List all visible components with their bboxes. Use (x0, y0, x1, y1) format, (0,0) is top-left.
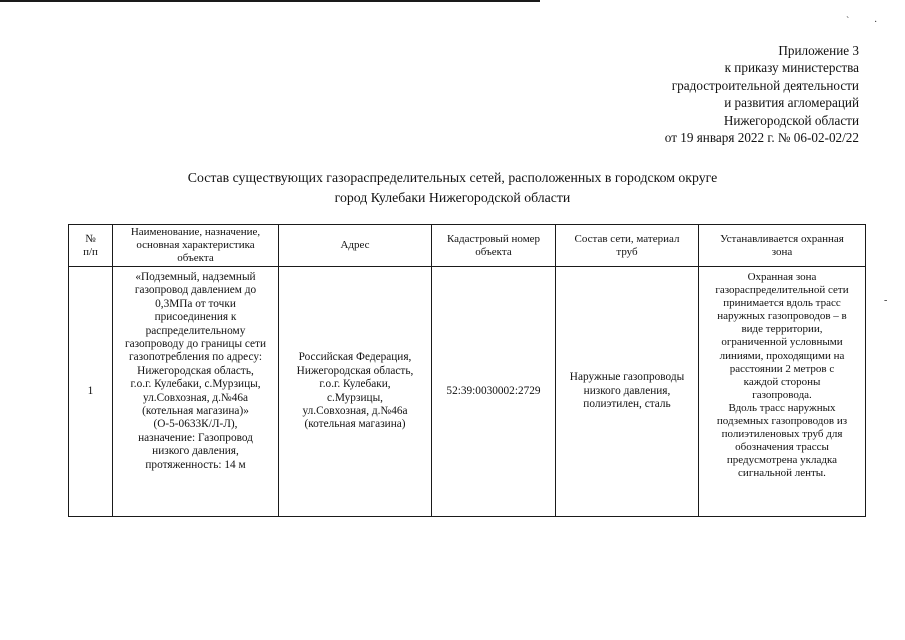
cell-text: г.о.г. Кулебаки, с.Мурзицы, (130, 378, 261, 391)
header-text: № (85, 232, 96, 245)
cell-text: полиэтилен, сталь (583, 398, 671, 411)
header-text: Кадастровый номер (446, 232, 541, 245)
cell-text: (О-5-0633К/Л-Л), (153, 418, 238, 431)
cell-text: газопровод давлением до (134, 284, 257, 297)
cell-text: ул.Совхозная, д.№46а (302, 404, 408, 417)
cell-text: присоединения к (154, 311, 237, 324)
cell-text: 0,3МПа от точки (155, 297, 236, 310)
title-line: Состав существующих газораспределительных сетей, расположенных в городском округе (187, 170, 718, 185)
cell-text: газораспределительной сети (715, 284, 849, 297)
cell-text: подземных газопроводов из (716, 415, 848, 428)
header-network (556, 225, 699, 267)
header-text: труб (616, 245, 638, 258)
cell-text: назначение: Газопровод (138, 431, 253, 444)
cell-text: предусмотрена укладка (726, 454, 838, 467)
scan-top-border-line (0, 0, 540, 2)
cell-text: принимается вдоль трасс (723, 297, 841, 310)
cell-text: Вдоль трасс наружных (728, 401, 836, 414)
header-text: основная характеристика (136, 239, 255, 251)
appendix-line: и развития агломераций (724, 95, 859, 111)
header-protection (699, 225, 866, 267)
table-row (69, 267, 866, 517)
cell-text: Нижегородская область, (296, 364, 414, 377)
cell-cadastral: 52:39:0030002:2729 (432, 267, 556, 517)
cell-text: газопотребления по адресу: (129, 351, 262, 364)
cell-text: линиями, проходящими на (719, 349, 845, 362)
scan-speck-mark: ` (846, 16, 850, 27)
appendix-line: градостроительной деятельности (671, 77, 859, 93)
appendix-line: от 19 января 2022 г. № 06-02-02/22 (664, 130, 859, 146)
appendix-line: к приказу министерства (724, 60, 859, 76)
cell-text: Охранная зона (747, 271, 817, 283)
title-line: город Кулебаки Нижегородской области (334, 189, 571, 205)
cell-text: (котельная магазина)» (142, 405, 249, 418)
cell-text: распределительному (145, 324, 246, 337)
header-text: Адрес (340, 239, 370, 251)
cell-text: протяженность: 14 м (145, 458, 246, 471)
header-address (279, 225, 432, 267)
header-text: объекта (177, 252, 214, 264)
header-text: зона (771, 245, 793, 258)
cell-name (113, 267, 279, 517)
cell-text: низкого давления, (152, 445, 239, 458)
cell-text: Наружные газопроводы (569, 371, 685, 384)
cell-text: наружных газопроводов – в (717, 310, 847, 323)
header-text: объекта (475, 245, 512, 258)
cell-text: г.о.г. Кулебаки, (319, 378, 391, 391)
cell-text: Нижегородская область, (137, 364, 254, 377)
appendix-line: Нижегородской области (723, 112, 859, 128)
cell-protection (699, 267, 866, 517)
cell-text: «Подземный, надземный (135, 271, 256, 283)
header-text: п/п (83, 245, 98, 258)
cell-text: газопровода. (752, 388, 812, 401)
header-text: Наименование, назначение, (130, 226, 261, 238)
cell-text: Российская Федерация, (298, 351, 412, 364)
scan-speck-mark: · (874, 17, 878, 28)
cell-text: ограниченной условными (721, 336, 843, 349)
cell-text: полиэтиленовых труб для (721, 428, 843, 441)
cell-address (279, 267, 432, 517)
cell-text: низкого давления, (583, 384, 671, 397)
cell-text: сигнальной ленты. (738, 467, 826, 480)
appendix-header (665, 42, 859, 146)
cell-num: 1 (69, 267, 113, 517)
document-title (0, 168, 905, 207)
header-name (113, 225, 279, 267)
cell-text: каждой стороны (743, 375, 821, 388)
table-header-row (69, 225, 866, 267)
cell-text: обозначения трассы (735, 441, 829, 454)
gas-network-table (68, 224, 866, 517)
cell-text: ул.Совхозная, д.№46а (142, 391, 249, 404)
cell-network (556, 267, 699, 517)
header-text: Устанавливается охранная (720, 232, 844, 245)
appendix-line: Приложение 3 (778, 43, 859, 58)
scan-speck-mark: - (884, 295, 888, 306)
header-cadastral (432, 225, 556, 267)
cell-text: виде территории, (741, 323, 823, 336)
cell-text: расстоянии 2 метров с (729, 362, 835, 375)
cell-text: газопроводу до границы сети (124, 338, 267, 351)
header-num (69, 225, 113, 267)
cell-text: (котельная магазина) (304, 418, 406, 431)
header-text: Состав сети, материал (574, 232, 680, 245)
cell-text: с.Мурзицы, (326, 391, 383, 404)
